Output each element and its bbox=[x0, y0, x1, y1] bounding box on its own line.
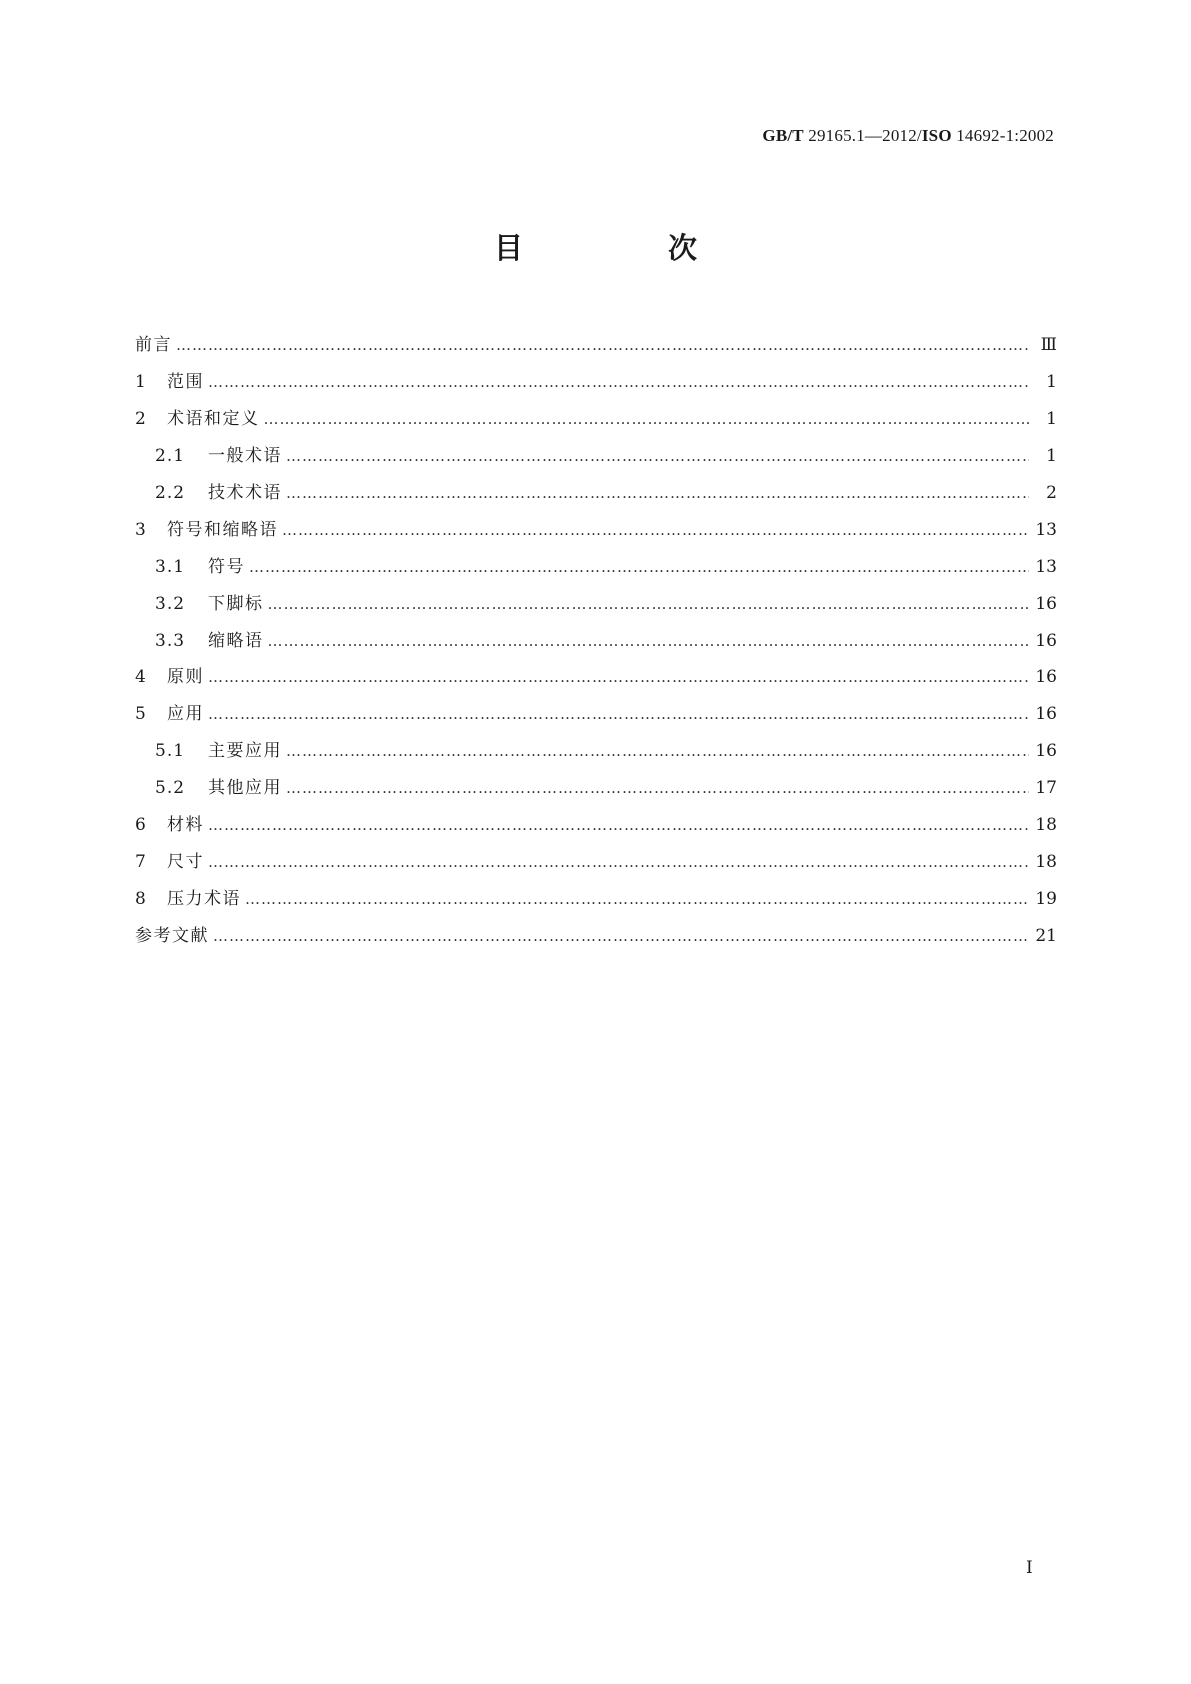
toc-dot-leader bbox=[282, 520, 1029, 540]
toc-entry[interactable] bbox=[135, 696, 1057, 733]
toc-entry-page: 18 bbox=[1035, 815, 1057, 836]
toc-entry-page: 2 bbox=[1046, 483, 1057, 503]
toc-entry-page: 16 bbox=[1035, 593, 1057, 614]
toc-entry-number: 5 bbox=[135, 704, 146, 725]
toc-entry-label: 前言 bbox=[135, 335, 172, 356]
document-code-middle: 29165.1—2012/ bbox=[803, 126, 922, 145]
toc-dot-leader bbox=[213, 926, 1029, 946]
toc-entry-label: 一般术语 bbox=[208, 446, 282, 467]
toc-dot-leader bbox=[208, 815, 1029, 835]
toc-entry[interactable] bbox=[135, 401, 1057, 438]
toc-dot-leader bbox=[286, 741, 1029, 761]
toc-dot-leader bbox=[249, 557, 1029, 577]
toc-entry-number: 2.2 bbox=[155, 483, 186, 503]
toc-entry[interactable] bbox=[135, 843, 1057, 880]
toc-entry[interactable] bbox=[135, 475, 1057, 512]
toc-entry-label: 原则 bbox=[167, 667, 204, 688]
toc-entry-label: 压力术语 bbox=[167, 888, 241, 909]
toc-dot-leader bbox=[208, 704, 1029, 724]
toc-entry-label: 尺寸 bbox=[167, 851, 204, 872]
toc-entry[interactable] bbox=[135, 622, 1057, 659]
toc-entry[interactable] bbox=[135, 659, 1057, 696]
toc-entry-page: 1 bbox=[1046, 409, 1057, 430]
toc-entry-number: 7 bbox=[135, 851, 146, 872]
toc-dot-leader bbox=[208, 852, 1029, 872]
toc-entry-number: 3 bbox=[135, 519, 146, 540]
toc-entry-number: 3.3 bbox=[155, 630, 186, 651]
toc-entry[interactable] bbox=[135, 917, 1057, 954]
toc-entry-page: Ⅲ bbox=[1040, 335, 1057, 356]
toc-entry-label: 材料 bbox=[167, 815, 204, 836]
toc-entry-page: 13 bbox=[1035, 556, 1057, 577]
toc-dot-leader bbox=[264, 409, 1030, 429]
toc-entry-label: 符号和缩略语 bbox=[167, 519, 278, 540]
toc-entry-label: 其他应用 bbox=[208, 778, 282, 799]
document-code-prefix: GB/T bbox=[762, 126, 804, 145]
toc-entry[interactable] bbox=[135, 880, 1057, 917]
toc-entry-number: 1 bbox=[135, 372, 146, 393]
toc-entry-number: 6 bbox=[135, 815, 146, 836]
toc-entry-label: 符号 bbox=[208, 556, 245, 577]
toc-entry-number: 8 bbox=[135, 888, 146, 909]
toc-entry-number: 3.1 bbox=[155, 556, 186, 577]
toc-entry[interactable] bbox=[135, 770, 1057, 807]
toc-dot-leader bbox=[268, 631, 1030, 651]
toc-dot-leader bbox=[286, 483, 1029, 503]
toc-entry[interactable] bbox=[135, 327, 1057, 364]
toc-entry-label: 应用 bbox=[167, 704, 204, 725]
document-code-suffix: 14692-1:2002 bbox=[951, 126, 1054, 145]
toc-entry-page: 19 bbox=[1035, 888, 1057, 909]
toc-dot-leader bbox=[268, 594, 1030, 614]
document-code-iso: ISO bbox=[921, 126, 952, 145]
toc-entry-page: 16 bbox=[1035, 630, 1057, 651]
toc-entry-page: 16 bbox=[1035, 741, 1057, 762]
page-number: Ⅰ bbox=[1026, 1558, 1033, 1578]
toc-entry[interactable] bbox=[135, 364, 1057, 401]
toc-entry-label: 参考文献 bbox=[135, 925, 209, 946]
toc-entry-page: 13 bbox=[1035, 519, 1057, 540]
toc-entry[interactable] bbox=[135, 548, 1057, 585]
toc-entry-page: 1 bbox=[1046, 446, 1057, 467]
toc-entry-label: 范围 bbox=[167, 372, 204, 393]
toc-entry-page: 16 bbox=[1035, 704, 1057, 725]
toc-dot-leader bbox=[245, 889, 1029, 909]
toc-entry-page: 17 bbox=[1035, 778, 1057, 799]
toc-entry-label: 技术术语 bbox=[208, 483, 282, 503]
toc-entry-page: 1 bbox=[1046, 372, 1057, 393]
toc-entry-number: 5.2 bbox=[155, 778, 186, 799]
toc-entry-label: 主要应用 bbox=[208, 741, 282, 762]
toc-entry[interactable] bbox=[135, 585, 1057, 622]
toc-entry-number: 4 bbox=[135, 667, 146, 688]
toc-entry-label: 术语和定义 bbox=[167, 409, 260, 430]
page-title: 目 次 bbox=[493, 231, 755, 265]
toc-entry-page: 21 bbox=[1035, 925, 1057, 946]
toc-entry-label: 下脚标 bbox=[208, 593, 264, 614]
toc-entry-label: 缩略语 bbox=[208, 630, 264, 651]
toc-dot-leader bbox=[208, 667, 1029, 687]
toc-dot-leader bbox=[176, 335, 1029, 355]
document-code bbox=[762, 126, 1054, 146]
toc-entry[interactable] bbox=[135, 807, 1057, 844]
toc-dot-leader bbox=[208, 372, 1029, 392]
toc-entry[interactable] bbox=[135, 438, 1057, 475]
toc-entry[interactable] bbox=[135, 733, 1057, 770]
toc-dot-leader bbox=[286, 446, 1029, 466]
toc-entry-number: 5.1 bbox=[155, 741, 186, 762]
table-of-contents bbox=[135, 327, 1057, 954]
toc-entry-number: 3.2 bbox=[155, 593, 186, 614]
toc-entry-number: 2.1 bbox=[155, 446, 186, 467]
toc-entry-number: 2 bbox=[135, 409, 146, 430]
toc-entry-page: 18 bbox=[1035, 851, 1057, 872]
toc-entry[interactable] bbox=[135, 511, 1057, 548]
toc-dot-leader bbox=[286, 778, 1029, 798]
toc-entry-page: 16 bbox=[1035, 667, 1057, 688]
